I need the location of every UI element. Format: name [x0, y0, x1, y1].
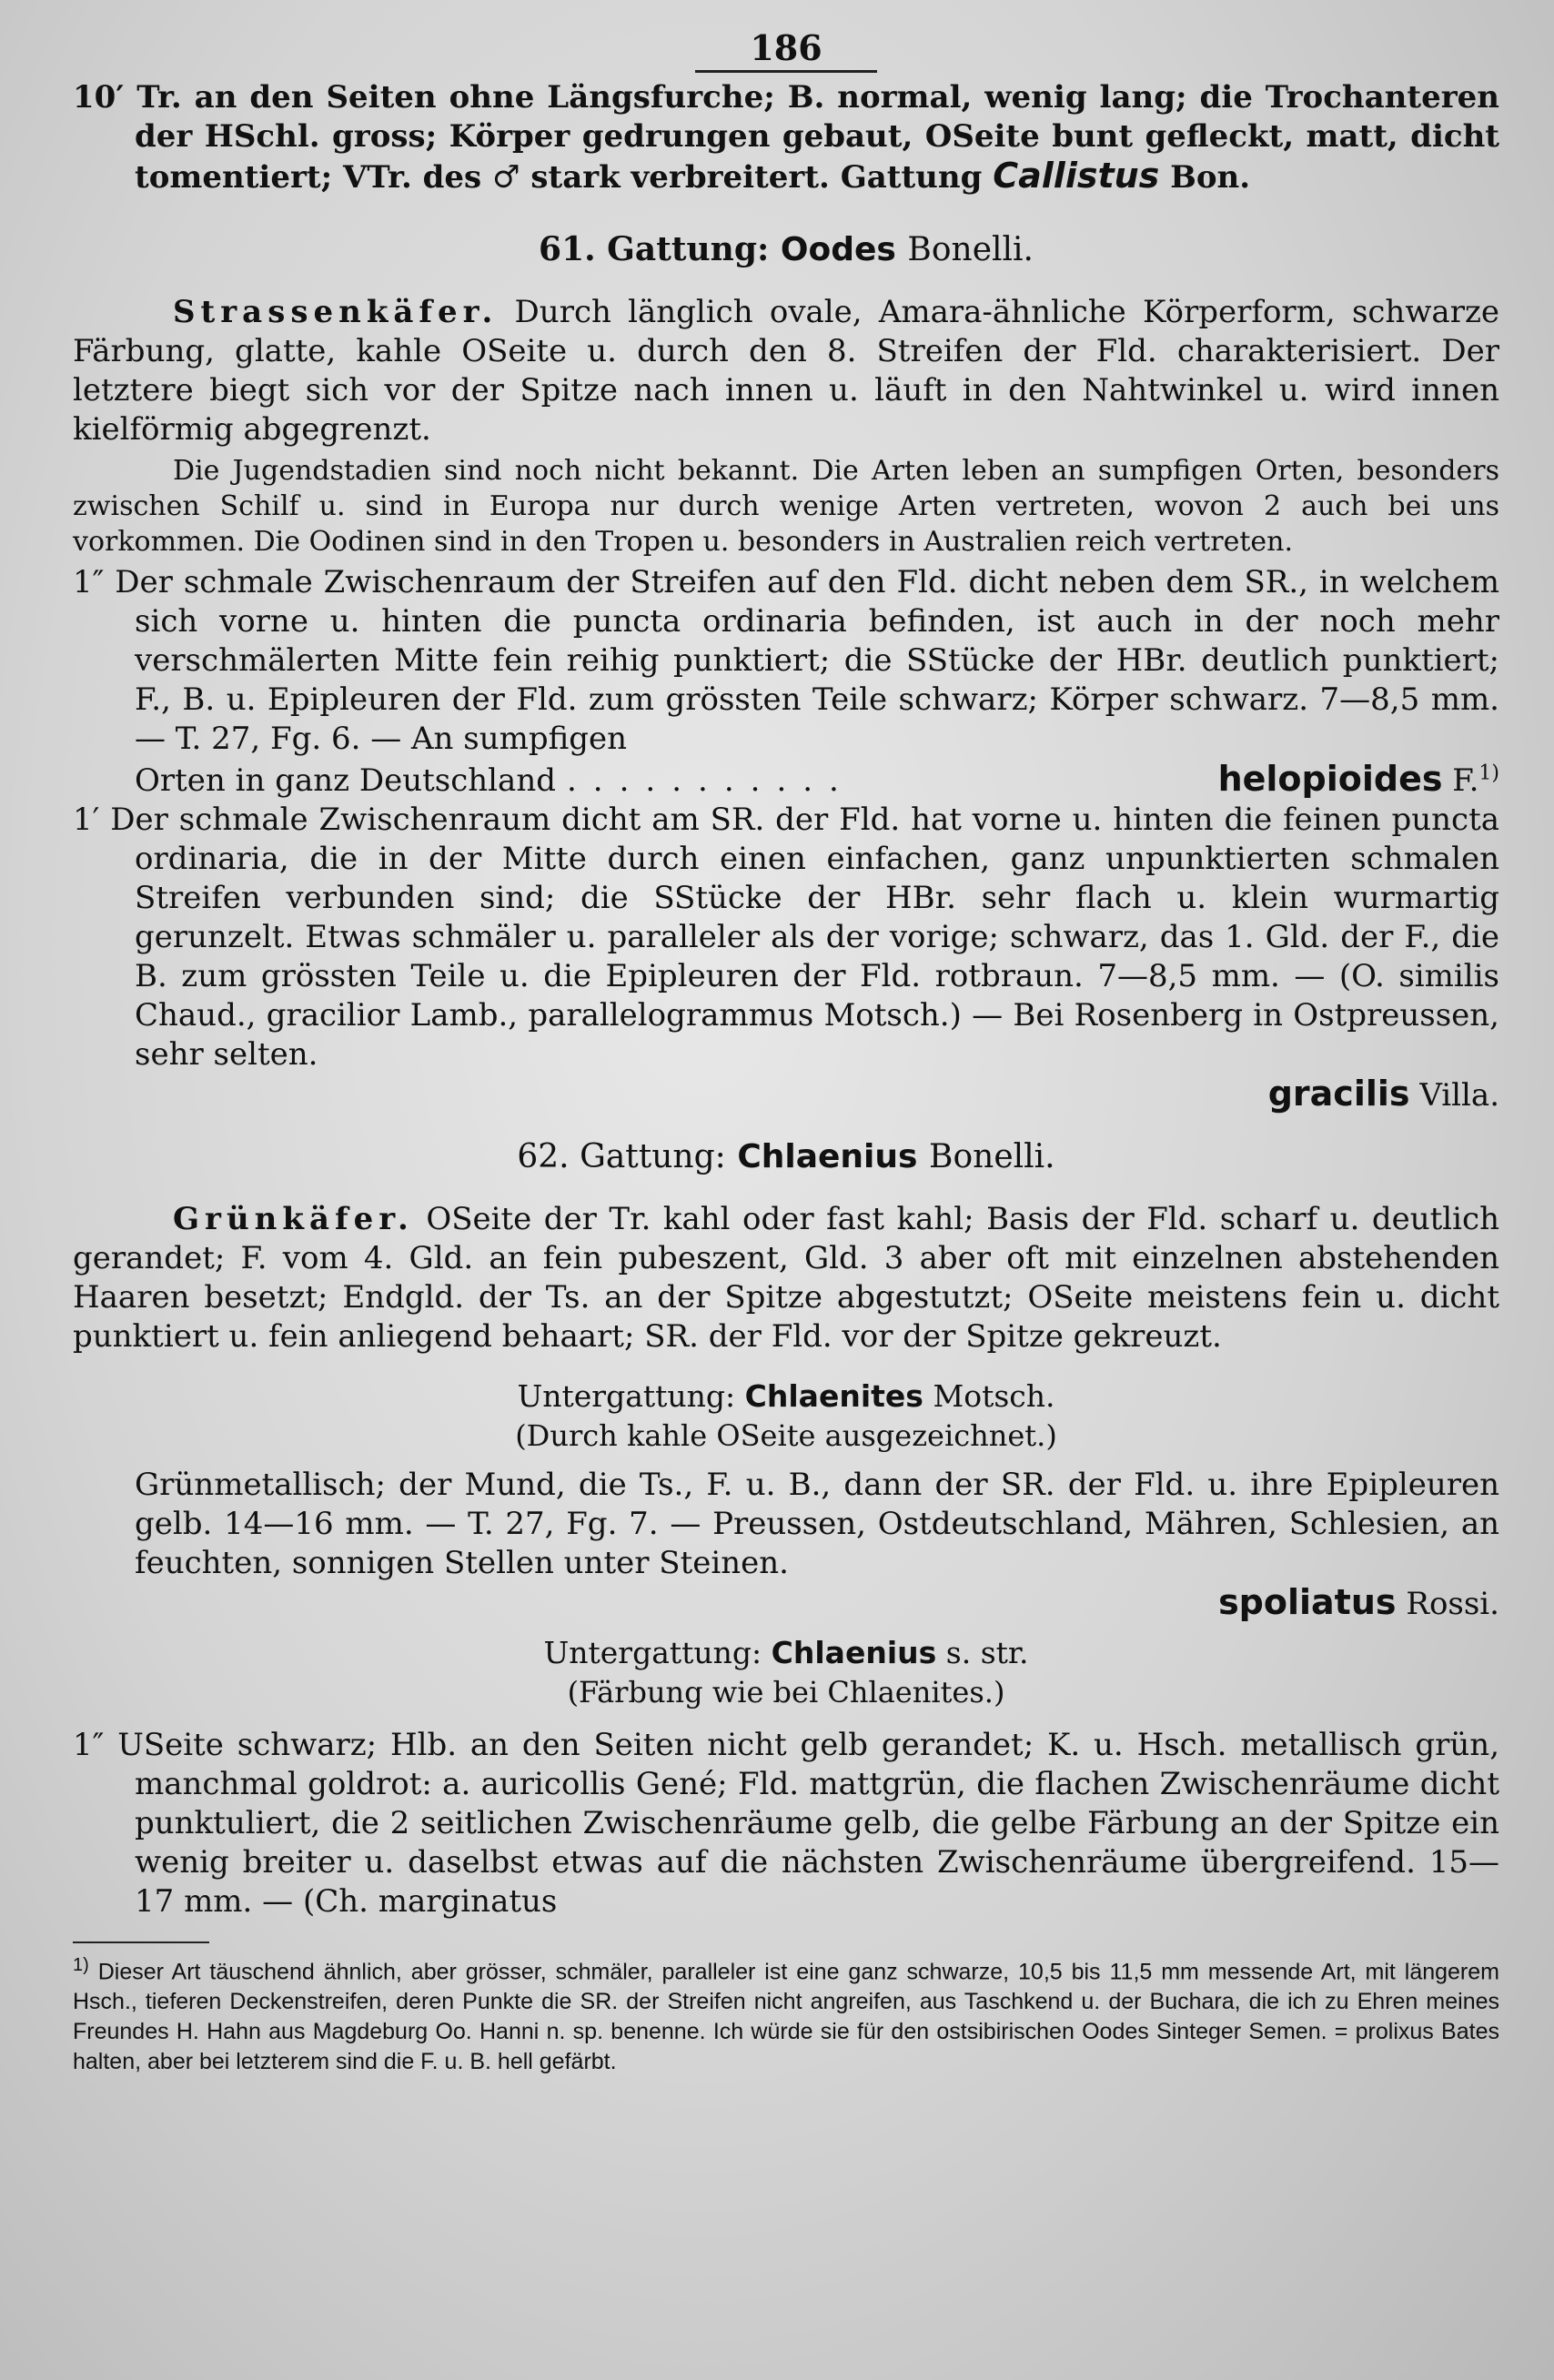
- species-author: Villa.: [1419, 1077, 1499, 1114]
- subgenus-note: (Durch kahle OSeite ausgezeichnet.): [515, 1418, 1057, 1453]
- species-description: Grünmetallisch; der Mund, die Ts., F. u. B., dann der SR. der Fld. u. ihre Epipleuren gelb. 14—16 mm. — T. 27, Fg. 7. — Preussen, Ostdeutschland, Mähren, Schlesien, an feuchten, sonnigen Stellen unter Steinen.: [135, 1467, 1499, 1581]
- key-text: USeite schwarz; Hlb. an den Seiten nicht gelb gerandet; K. u. Hsch. metallisch grün, manchmal goldrot: a. auricollis Gené; Fld. mattgrün, die flachen Zwischenräume dicht punktuliert, die 2 seitlichen Zwischenräume gelb, die gelbe Färbung an der Spitze ein wenig breiter u. daselbst etwas auf die nächsten Zwischenräume übergreifend. 15—17 mm. — (Ch. marginatus: [117, 1727, 1500, 1920]
- key-number: 1′: [73, 802, 100, 838]
- key-number: 10′: [73, 79, 125, 116]
- genus-description: [73, 1200, 1499, 1356]
- species-line: [73, 1074, 1499, 1115]
- subgenus-heading: Untergattung: Chlaenius s. str.: [543, 1635, 1029, 1670]
- key-number: 1″: [73, 564, 105, 600]
- species-line: Orten in ganz Deutschland ........... helopioides F.$^{1)}$: [135, 759, 1499, 799]
- key-text: Der schmale Zwischenraum dicht am SR. der Fld. hat vorne u. hinten die feinen puncta ordinaria, die in der Mitte durch einen einfachen, ganz unpunktierten schmalen Streifen verbunden sind; die SStücke der HBr. sehr flach u. klein wurmartig gerunzelt. Etwas schmäler u. paralleler als der vorige; schwarz, das 1. Gld. der F., die B. zum grössten Teile u. die Epipleuren der Fld. rotbraun. 7—8,5 mm. — (O. similis Chaud., gracilior Lamb., parallelogrammus Motsch.) — Bei Rosenberg in Ostpreussen, sehr selten.: [110, 802, 1499, 1073]
- genus-heading-61: 61. Gattung: Oodes Bonelli.: [539, 230, 1034, 268]
- key-entry-1b: [73, 801, 1499, 1074]
- subgenus-name: Chlaenius: [771, 1635, 937, 1670]
- footnote: [73, 1951, 1499, 2077]
- key-number: 1″: [73, 1727, 105, 1763]
- subgenus-name: Chlaenites: [744, 1378, 923, 1414]
- description-text: OSeite der Tr. kahl oder fast kahl; Basis der Fld. scharf u. deutlich gerandet; F. vom 4. Gld. an fein pubeszent, Gld. 3 aber oft mit einzelnen abstehenden Haaren besetzt; Endgld. der Ts. an der Spitze abgestutzt; OSeite meistens fein u. dicht punktiert u. fein anliegend behaart; SR. der Fld. vor der Spitze gekreuzt.: [73, 1201, 1499, 1355]
- genus-name-callistus: Callistus: [993, 156, 1160, 196]
- species-name: spoliatus: [1218, 1582, 1397, 1622]
- genus-name: Oodes: [780, 231, 896, 268]
- footnote-mark: 1): [73, 1955, 89, 1975]
- common-name: Grünkäfer.: [173, 1201, 414, 1237]
- genus-description: [73, 293, 1499, 449]
- description-text: Durch länglich ovale, Amara-ähnliche Körperform, schwarze Färbung, glatte, kahle OSeite u. durch den 8. Streifen der Fld. charakterisiert. Der letztere biegt sich vor der Spitze nach innen u. läuft in den Nahtwinkel u. wird innen kielförmig abgegrenzt.: [73, 294, 1499, 448]
- genus-heading-62: 62. Gattung: Chlaenius Bonelli.: [517, 1138, 1055, 1175]
- key-text: Der schmale Zwischenraum der Streifen auf den Fld. dicht neben dem SR., in welchem sich vorne u. hinten die puncta ordinaria befinden, ist auch in der noch mehr verschmälerten Mitte fein reihig punktiert; die SStücke der HBr. deutlich punktiert; F., B. u. Epipleuren der Fld. zum grössten Teile schwarz; Körper schwarz. 7—8,5 mm. — T. 27, Fg. 6. — An sumpfigen: [115, 564, 1499, 757]
- page-number: 186: [73, 27, 1499, 73]
- genus-name: Chlaenius: [737, 1138, 918, 1175]
- species-name: helopioides: [1217, 759, 1443, 799]
- biology-note: Die Jugendstadien sind noch nicht bekannt. Die Arten leben an sumpfigen Orten, besonders zwischen Schilf u. sind in Europa nur durch wenige Arten vertreten, wovon 2 auch bei uns vorkommen. Die Oodinen sind in den Tropen u. besonders in Australien reich vertreten.: [73, 455, 1499, 558]
- genus-author: Bonelli.: [907, 231, 1034, 268]
- footnote-rule: [73, 1941, 209, 1943]
- subgenus-note: (Färbung wie bei Chlaenites.): [567, 1675, 1005, 1709]
- species-author: Rossi.: [1406, 1586, 1499, 1622]
- key-text: Tr. an den Seiten ohne Längsfurche; B. normal, wenig lang; die Trochanteren der HSchl. gross; Körper gedrungen gebaut, OSeite bunt gefleckt, matt, dicht tomentiert; VTr. des ♂ stark verbreitert. Gattung: [135, 79, 1499, 196]
- key-entry-10: [73, 78, 1499, 197]
- common-name: Strassenkäfer.: [173, 294, 499, 330]
- genus-author: Bonelli.: [929, 1138, 1055, 1175]
- genus-author: Bon.: [1170, 159, 1251, 196]
- key-entry-1a: [73, 563, 1499, 759]
- species-name: gracilis: [1267, 1074, 1410, 1114]
- leader-dots: ...........: [566, 762, 855, 799]
- footnote-ref: 1): [1478, 761, 1499, 785]
- footnote-text: Dieser Art täuschend ähnlich, aber grösser, schmäler, paralleler ist eine ganz schwarze, 10,5 bis 11,5 mm messende Art, mit längerem Hsch., tieferen Deckenstreifen, deren Punkte die SR. der Streifen nicht angreifen, aus Taschkend u. der Buchara, die ich zu Ehren meines Freundes H. Hahn aus Magdeburg Oo. Hanni n. sp. benenne. Ich würde sie für den ostsibirischen Oodes Sinteger Semen. = prolixus Bates halten, aber bei letzterem sind die F. u. B. hell gefärbt.: [73, 1959, 1499, 2075]
- species-line: [73, 1583, 1499, 1624]
- key-entry-1c: [73, 1726, 1499, 1921]
- subgenus-heading: Untergattung: Chlaenites Motsch.: [517, 1378, 1055, 1414]
- species-author: F.: [1452, 762, 1479, 799]
